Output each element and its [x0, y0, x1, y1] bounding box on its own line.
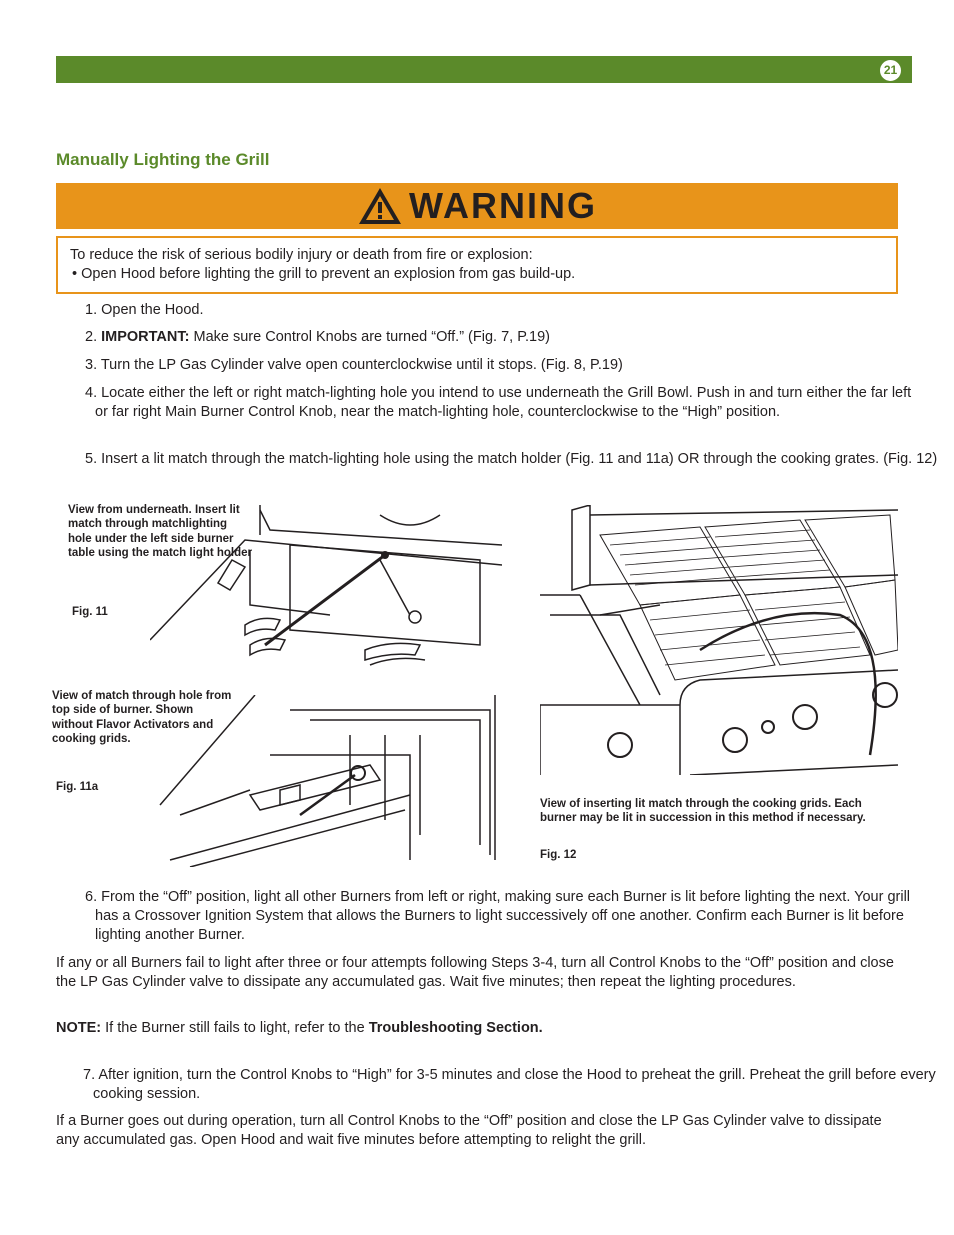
section-title: Manually Lighting the Grill	[56, 150, 270, 169]
fig11-illustration	[150, 505, 502, 675]
fig12-label: Fig. 12	[540, 849, 577, 861]
warning-triangle-icon	[357, 186, 403, 226]
step-2-text: Make sure Control Knobs are turned “Off.” (Fig. 7, P.19)	[189, 329, 550, 345]
fig11a-caption: View of match through hole from top side of burner. Shown without Flavor Activators and cooking grids.	[52, 690, 232, 745]
note-paragraph	[56, 1019, 901, 1038]
fig12-caption: View of inserting lit match through the cooking grids. Each burner may be lit in succession in this method if necessary.	[540, 798, 866, 825]
outage-paragraph: If a Burner goes out during operation, turn all Control Knobs to the “Off” position and close the LP Gas Cylinder valve to dissipate any accumulated gas. Open Hood and wait five minutes before attempting to relight the grill.	[56, 1113, 882, 1148]
note-text: If the Burner still fails to light, refer to the	[101, 1020, 369, 1036]
header-bar	[56, 56, 912, 83]
step-3: 3. Turn the LP Gas Cylinder valve open counterclockwise until it stops. (Fig. 8, P.19)	[85, 357, 623, 373]
note-label: NOTE:	[56, 1020, 102, 1036]
warning-box	[56, 236, 898, 294]
fig11-caption: View from underneath. Insert lit match through matchlighting hole under the left side burner table using the match light holder	[68, 504, 253, 559]
step-2-important: IMPORTANT:	[101, 329, 190, 345]
step-6: 6. From the “Off” position, light all other Burners from left or right, making sure each Burner is lit before lighting the next. Your grill has a Crossover Ignition System that allows the Burners to light successively off one another. Confirm each Burner is lit before lighting another Burner.	[85, 889, 911, 943]
warning-label: WARNING	[409, 185, 597, 226]
step-2-number: 2.	[85, 329, 102, 345]
fig11-label: Fig. 11	[72, 606, 108, 618]
warning-bullet: • Open Hood before lighting the grill to prevent an explosion from gas build-up.	[72, 266, 576, 282]
fig11a-label: Fig. 11a	[56, 781, 99, 793]
step-7: 7. After ignition, turn the Control Knobs to “High” for 3-5 minutes and close the Hood to preheat the grill. Preheat the grill before every cooking session.	[83, 1067, 936, 1102]
step-5: 5. Insert a lit match through the match-lighting hole using the match holder (Fig. 11 and 11a) OR through the cooking grates. (Fig. 12)	[85, 451, 938, 467]
fig12-illustration	[540, 505, 898, 775]
troubleshooting-ref: Troubleshooting Section.	[368, 1020, 543, 1036]
warning-banner	[56, 183, 898, 229]
fail-paragraph: If any or all Burners fail to light after three or four attempts following Steps 3-4, turn all Control Knobs to the “Off” position and close the LP Gas Cylinder valve to dissipate any accumulated gas. Wait five minutes; then repeat the lighting procedures.	[56, 955, 894, 990]
warning-intro: To reduce the risk of serious bodily injury or death from fire or explosion:	[70, 247, 533, 263]
step-4: 4. Locate either the left or right match-lighting hole you intend to use underneath the Grill Bowl. Push in and turn either the far left or far right Main Burner Control Knob, near the match-lighting hole, counterclockwise to the “High” position.	[85, 385, 912, 420]
page-number: 21	[879, 59, 902, 82]
step-2	[56, 328, 915, 347]
fig11a-illustration	[150, 695, 515, 867]
step-1: 1. Open the Hood.	[85, 302, 204, 318]
